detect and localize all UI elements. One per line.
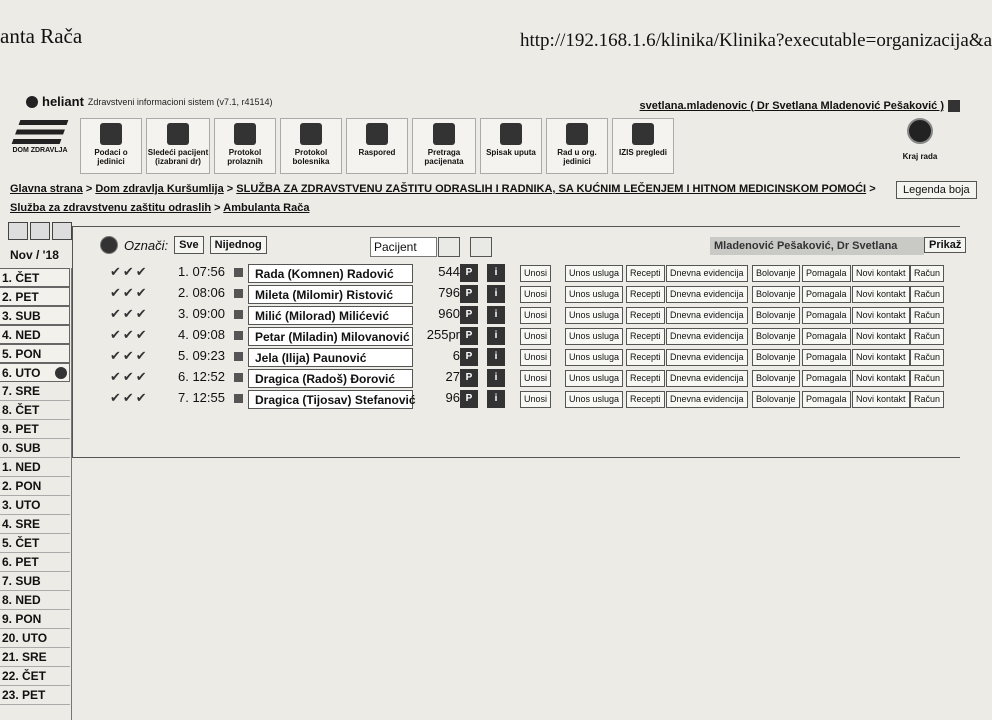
note-icon[interactable] <box>234 289 243 298</box>
app-brand <box>26 94 272 109</box>
current-user[interactable]: svetlana.mladenovic ( Dr Svetlana Mladenović Pešaković ) <box>640 100 960 112</box>
day-item[interactable]: 8. ČET <box>0 401 70 420</box>
calendar-header <box>0 222 72 264</box>
p-button[interactable]: P <box>460 285 478 303</box>
next-patient-icon <box>167 123 189 145</box>
patient-name[interactable]: Milić (Milorad) Milićević <box>248 306 413 325</box>
day-item[interactable]: 9. PON <box>0 610 70 629</box>
daily-record-button[interactable]: Dnevna evidencija <box>666 265 748 282</box>
today-marker-icon <box>55 367 67 379</box>
p-button[interactable]: P <box>460 327 478 345</box>
patient-search-icon <box>433 123 455 145</box>
aids-button[interactable]: Pomagala <box>802 286 851 303</box>
prescriptions-button[interactable]: Recepti <box>626 286 665 303</box>
breadcrumb-service[interactable]: SLUŽBA ZA ZDRAVSTVENU ZAŠTITU ODRASLIH I RADNIKA, SA KUĆNIM LEČENJEM I HITNOM MEDICINSKOM POMOĆI <box>236 183 867 195</box>
entries-button[interactable]: Unosi <box>520 286 551 303</box>
day-item[interactable]: 1. NED <box>0 458 70 477</box>
entries-button[interactable]: Unosi <box>520 265 551 282</box>
prescriptions-button[interactable]: Recepti <box>626 328 665 345</box>
aids-button[interactable]: Pomagala <box>802 370 851 387</box>
aids-button[interactable]: Pomagala <box>802 391 851 408</box>
daily-record-button[interactable]: Dnevna evidencija <box>666 391 748 408</box>
services-entry-button[interactable]: Unos usluga <box>565 265 623 282</box>
status-checks: ✔✔✔ <box>110 390 149 405</box>
prescriptions-button[interactable]: Recepti <box>626 265 665 282</box>
breadcrumb: Glavna strana > Dom zdravlja Kuršumlija > SLUŽBA ZA ZDRAVSTVENU ZAŠTITU ODRASLIH I RADNIKA, SA KUĆNIM LEČENJEM I HITNOM MEDICINSKOM POMOĆI > Služba za zdravstvenu zaštitu odraslih > Ambulanta Rača <box>10 183 876 214</box>
brand-name: heliant <box>42 94 84 109</box>
slot-time: 1. 07:56 <box>178 264 225 279</box>
org-unit-icon <box>566 123 588 145</box>
table-row <box>110 369 960 390</box>
color-legend-button[interactable]: Legenda boja <box>896 181 977 199</box>
doctor-select[interactable]: Mladenović Pešaković, Dr Svetlana <box>710 237 924 255</box>
table-row <box>110 285 960 306</box>
patient-name[interactable]: Dragica (Tijosav) Stefanović <box>248 390 413 409</box>
select-all-button[interactable]: Sve <box>174 236 204 254</box>
next-month-icon[interactable] <box>52 222 72 240</box>
entries-button[interactable]: Unosi <box>520 349 551 366</box>
p-button[interactable]: P <box>460 369 478 387</box>
toolbar-button-schedule[interactable]: Raspored <box>346 118 408 174</box>
status-checks: ✔✔✔ <box>110 327 149 342</box>
record-number: 544 <box>438 264 460 279</box>
info-button[interactable]: i <box>487 348 505 366</box>
entries-button[interactable]: Unosi <box>520 328 551 345</box>
new-contact-button[interactable]: Novi kontakt <box>852 286 910 303</box>
new-contact-button[interactable]: Novi kontakt <box>852 349 910 366</box>
record-number: 255pr <box>426 327 460 342</box>
toolbar-button-patients-protocol[interactable]: Protokol bolesnika <box>280 118 342 174</box>
calendar-month: Nov / '18 <box>10 248 59 262</box>
patient-name[interactable]: Petar (Miladin) Milovanović <box>248 327 413 346</box>
prescriptions-button[interactable]: Recepti <box>626 307 665 324</box>
info-button[interactable]: i <box>487 264 505 282</box>
day-item[interactable]: 2. PON <box>0 477 70 496</box>
sick-leave-button[interactable]: Bolovanje <box>752 391 800 408</box>
power-icon <box>907 118 933 144</box>
daily-record-button[interactable]: Dnevna evidencija <box>666 349 748 366</box>
invoice-button[interactable]: Račun <box>910 391 944 408</box>
sick-leave-button[interactable]: Bolovanje <box>752 286 800 303</box>
calendar-icon[interactable] <box>30 222 50 240</box>
info-button[interactable]: i <box>487 306 505 324</box>
izis-icon <box>632 123 654 145</box>
record-number: 796 <box>438 285 460 300</box>
patient-name[interactable]: Rada (Komnen) Radović <box>248 264 413 283</box>
toolbar-button-next-patient[interactable]: Sledeći pacijent (izabrani dr) <box>146 118 210 174</box>
table-row <box>110 264 960 285</box>
exit-button[interactable]: Kraj rada <box>900 118 940 174</box>
daily-record-button[interactable]: Dnevna evidencija <box>666 286 748 303</box>
logo-stripes-icon <box>12 120 69 144</box>
info-button[interactable]: i <box>487 285 505 303</box>
services-entry-button[interactable]: Unos usluga <box>565 370 623 387</box>
invoice-button[interactable]: Račun <box>910 307 944 324</box>
mark-label: Označi: <box>124 237 169 253</box>
sick-leave-button[interactable]: Bolovanje <box>752 307 800 324</box>
breadcrumb-ambulance[interactable]: Ambulanta Rača <box>223 202 310 214</box>
breadcrumb-home[interactable]: Glavna strana <box>10 183 83 195</box>
services-entry-button[interactable]: Unos usluga <box>565 307 623 324</box>
day-item[interactable]: 7. SRE <box>0 382 70 401</box>
services-entry-button[interactable]: Unos usluga <box>565 391 623 408</box>
day-item[interactable]: 8. NED <box>0 591 70 610</box>
patient-search-input[interactable]: Pacijent <box>370 237 437 257</box>
day-item[interactable]: 4. SRE <box>0 515 70 534</box>
new-contact-button[interactable]: Novi kontakt <box>852 370 910 387</box>
day-item[interactable]: 5. ČET <box>0 534 70 553</box>
breadcrumb-subservice[interactable]: Služba za zdravstvenu zaštitu odraslih <box>10 202 212 214</box>
heliant-logo-icon <box>26 96 38 108</box>
aids-button[interactable]: Pomagala <box>802 307 851 324</box>
note-icon[interactable] <box>234 331 243 340</box>
brand-subtitle: Zdravstveni informacioni sistem (v7.1, r41514) <box>87 96 273 107</box>
schedule-icon <box>366 123 388 145</box>
table-row <box>110 348 960 369</box>
status-checks: ✔✔✔ <box>110 348 149 363</box>
prescriptions-button[interactable]: Recepti <box>626 370 665 387</box>
record-number: 6 <box>452 348 460 363</box>
entries-button[interactable]: Unosi <box>520 307 551 324</box>
breadcrumb-institution[interactable]: Dom zdravlja Kuršumlija <box>95 183 224 195</box>
aids-button[interactable]: Pomagala <box>802 349 851 366</box>
toolbar-button-referrals[interactable]: Spisak uputa <box>480 118 542 174</box>
user-icon <box>948 100 960 112</box>
info-button[interactable]: i <box>487 369 505 387</box>
note-icon[interactable] <box>234 268 243 277</box>
day-item[interactable]: 6. PET <box>0 553 70 572</box>
table-row <box>110 306 960 327</box>
new-contact-button[interactable]: Novi kontakt <box>852 265 910 282</box>
status-checks: ✔✔✔ <box>110 369 149 384</box>
services-entry-button[interactable]: Unos usluga <box>565 328 623 345</box>
new-contact-button[interactable]: Novi kontakt <box>852 307 910 324</box>
dom-zdravlja-logo: DOM ZDRAVLJA <box>10 120 70 168</box>
patient-name[interactable]: Mileta (Milomir) Ristović <box>248 285 413 304</box>
prescriptions-button[interactable]: Recepti <box>626 349 665 366</box>
table-row <box>110 327 960 348</box>
select-none-button[interactable]: Nijednog <box>210 236 267 254</box>
new-contact-button[interactable]: Novi kontakt <box>852 328 910 345</box>
show-button[interactable]: Prikaž <box>924 237 966 253</box>
prescriptions-button[interactable]: Recepti <box>626 391 665 408</box>
protocol-icon <box>234 123 256 145</box>
main-toolbar <box>10 114 960 176</box>
day-item[interactable]: 3. UTO <box>0 496 70 515</box>
new-contact-button[interactable]: Novi kontakt <box>852 391 910 408</box>
aids-button[interactable]: Pomagala <box>802 265 851 282</box>
info-button[interactable]: i <box>487 327 505 345</box>
p-button[interactable]: P <box>460 306 478 324</box>
daily-record-button[interactable]: Dnevna evidencija <box>666 328 748 345</box>
status-checks: ✔✔✔ <box>110 264 149 279</box>
sick-leave-button[interactable]: Bolovanje <box>752 349 800 366</box>
day-item[interactable]: 4. NED <box>0 325 70 344</box>
slot-time: 5. 09:23 <box>178 348 225 363</box>
entries-button[interactable]: Unosi <box>520 391 551 408</box>
aids-button[interactable]: Pomagala <box>802 328 851 345</box>
day-item[interactable]: 0. SUB <box>0 439 70 458</box>
table-row <box>110 390 960 411</box>
toolbar-button-protocol[interactable]: Protokol prolaznih <box>214 118 276 174</box>
referrals-icon <box>500 123 522 145</box>
day-item[interactable]: 9. PET <box>0 420 70 439</box>
day-item-selected[interactable]: 6. UTO <box>0 363 70 382</box>
select-toggle-icon[interactable] <box>100 236 118 254</box>
slot-time: 6. 12:52 <box>178 369 225 384</box>
status-checks: ✔✔✔ <box>110 285 149 300</box>
day-item[interactable]: 1. ČET <box>0 268 70 287</box>
day-item[interactable]: 22. ČET <box>0 667 70 686</box>
entries-button[interactable]: Unosi <box>520 370 551 387</box>
toolbar-button-org-unit[interactable]: Rad u org. jedinici <box>546 118 608 174</box>
invoice-button[interactable]: Račun <box>910 286 944 303</box>
slot-time: 7. 12:55 <box>178 390 225 405</box>
p-button[interactable]: P <box>460 264 478 282</box>
daily-record-button[interactable]: Dnevna evidencija <box>666 370 748 387</box>
note-icon[interactable] <box>234 310 243 319</box>
slot-time: 2. 08:06 <box>178 285 225 300</box>
status-checks: ✔✔✔ <box>110 306 149 321</box>
invoice-button[interactable]: Račun <box>910 265 944 282</box>
print-page-title: anta Rača <box>0 24 83 48</box>
day-item[interactable]: 20. UTO <box>0 629 70 648</box>
record-number: 96 <box>445 390 460 405</box>
day-item[interactable]: 21. SRE <box>0 648 70 667</box>
slot-time: 3. 09:00 <box>178 306 225 321</box>
unit-data-icon <box>100 123 122 145</box>
day-item[interactable]: 23. PET <box>0 686 70 705</box>
patient-lookup-icon[interactable] <box>438 237 460 257</box>
day-list <box>0 268 72 705</box>
sick-leave-button[interactable]: Bolovanje <box>752 265 800 282</box>
toolbar-button-unit-data[interactable]: Podaci o jedinici <box>80 118 142 174</box>
services-entry-button[interactable]: Unos usluga <box>565 286 623 303</box>
patient-name[interactable]: Jela (Ilija) Paunović <box>248 348 413 367</box>
note-icon[interactable] <box>234 352 243 361</box>
day-item[interactable]: 7. SUB <box>0 572 70 591</box>
note-icon[interactable] <box>234 373 243 382</box>
invoice-button[interactable]: Račun <box>910 328 944 345</box>
record-number: 27 <box>445 369 460 384</box>
sick-leave-button[interactable]: Bolovanje <box>752 370 800 387</box>
toolbar-button-patient-search[interactable]: Pretraga pacijenata <box>412 118 476 174</box>
day-item[interactable]: 5. PON <box>0 344 70 363</box>
patients-protocol-icon <box>300 123 322 145</box>
sick-leave-button[interactable]: Bolovanje <box>752 328 800 345</box>
patient-name[interactable]: Dragica (Radoš) Đorović <box>248 369 413 388</box>
selection-controls <box>100 236 267 254</box>
note-icon[interactable] <box>234 394 243 403</box>
day-item[interactable]: 2. PET <box>0 287 70 306</box>
day-item[interactable]: 3. SUB <box>0 306 70 325</box>
slot-time: 4. 09:08 <box>178 327 225 342</box>
invoice-button[interactable]: Račun <box>910 349 944 366</box>
prev-month-icon[interactable] <box>8 222 28 240</box>
record-number: 960 <box>438 306 460 321</box>
p-button[interactable]: P <box>460 348 478 366</box>
toolbar-button-izis[interactable]: IZIS pregledi <box>612 118 674 174</box>
print-url: http://192.168.1.6/klinika/Klinika?executable=organizacija&a <box>520 30 992 51</box>
services-entry-button[interactable]: Unos usluga <box>565 349 623 366</box>
info-button[interactable]: i <box>487 390 505 408</box>
clear-icon[interactable] <box>470 237 492 257</box>
invoice-button[interactable]: Račun <box>910 370 944 387</box>
p-button[interactable]: P <box>460 390 478 408</box>
daily-record-button[interactable]: Dnevna evidencija <box>666 307 748 324</box>
